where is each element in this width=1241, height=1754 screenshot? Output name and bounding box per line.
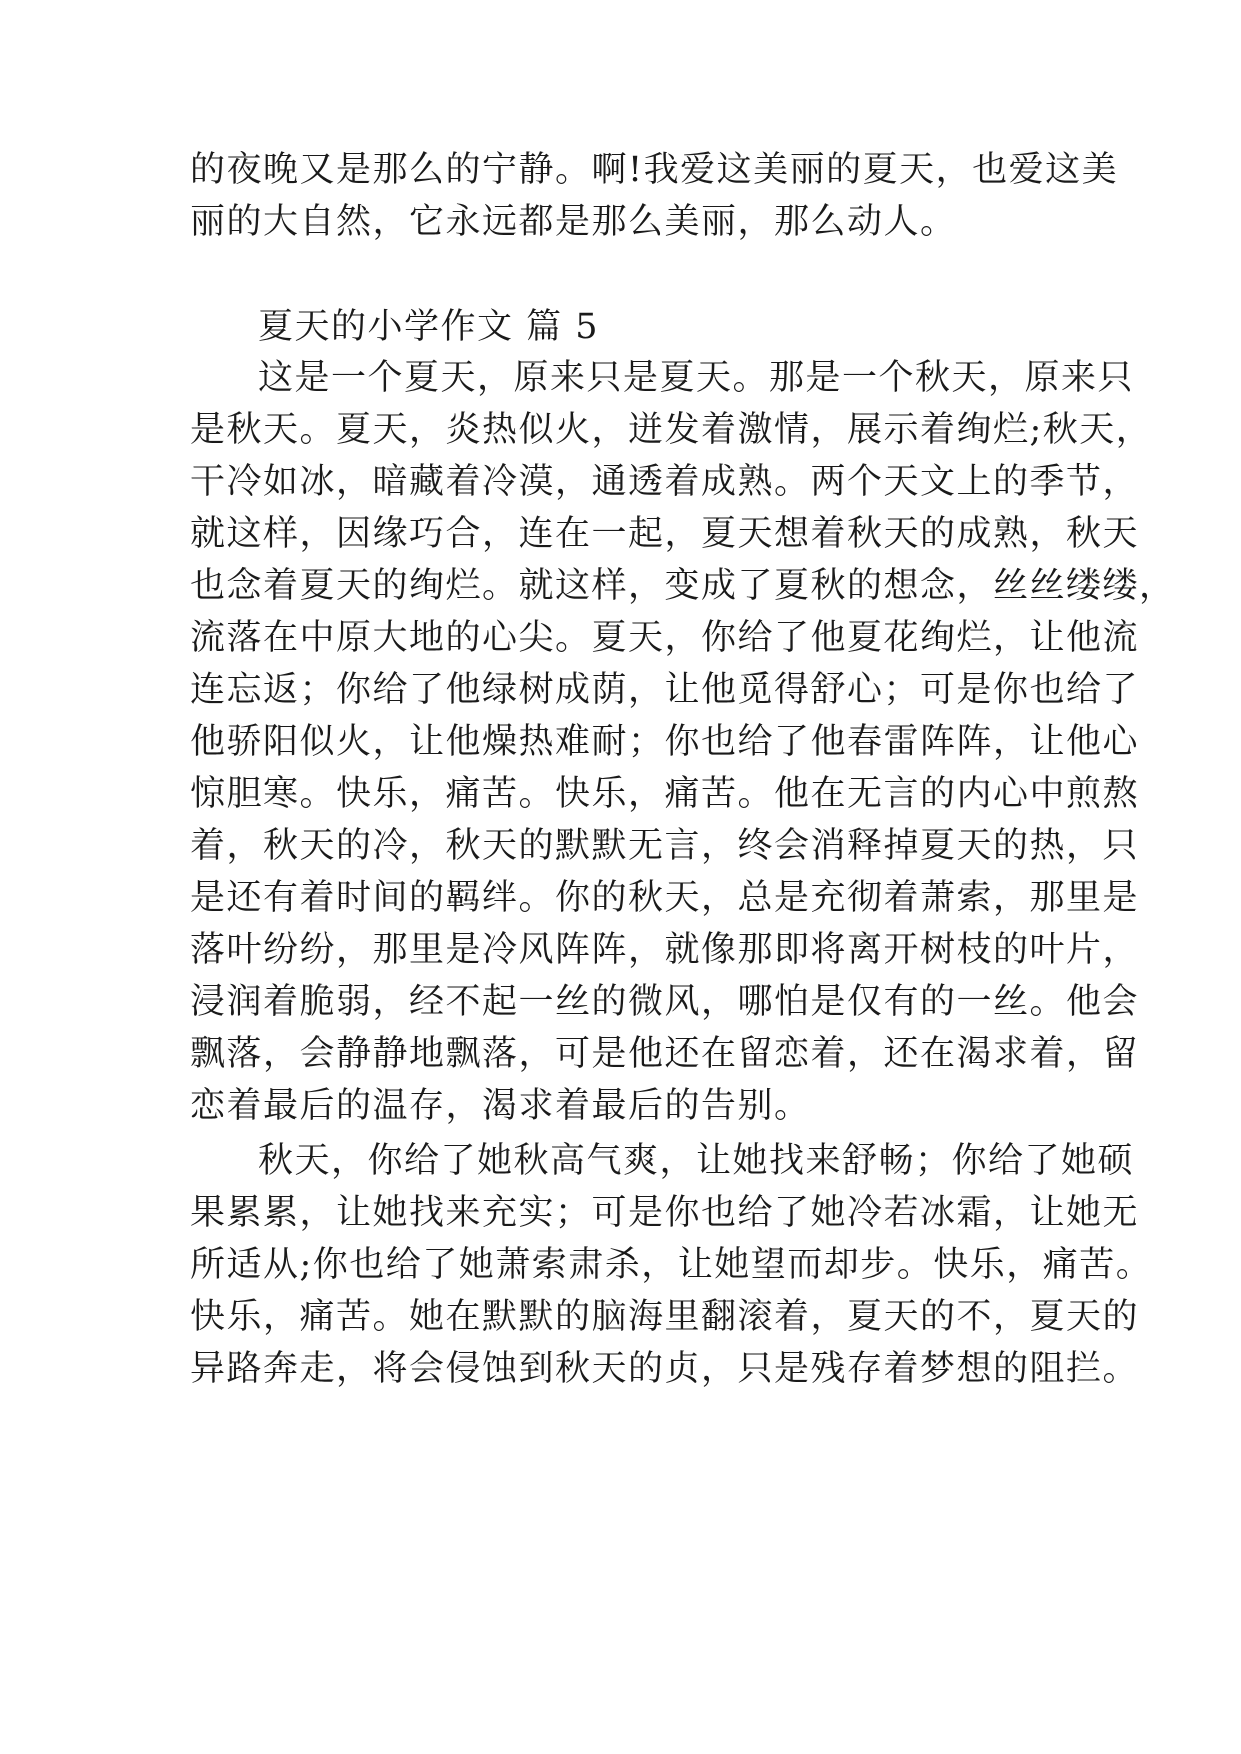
text-line: 他骄阳似火，让他燥热难耐；你也给了他春雷阵阵，让他心 xyxy=(190,722,1140,762)
text-line: 流落在中原大地的心尖。夏天，你给了他夏花绚烂，让他流 xyxy=(190,618,1140,658)
text-line: 惊胆寒。快乐，痛苦。快乐，痛苦。他在无言的内心中煎熬 xyxy=(190,774,1140,814)
text-line: 着，秋天的冷，秋天的默默无言，终会消释掉夏天的热，只 xyxy=(190,826,1140,866)
text-line: 这是一个夏天，原来只是夏天。那是一个秋天，原来只 xyxy=(258,358,1135,398)
text-line: 干冷如冰，暗藏着冷漠，通透着成熟。两个天文上的季节， xyxy=(190,462,1140,502)
text-line: 是秋天。夏天，炎热似火，迸发着激情，展示着绚烂;秋天， xyxy=(190,410,1153,450)
text-line: 是还有着时间的羁绊。你的秋天，总是充彻着萧索，那里是 xyxy=(190,878,1140,918)
text-line: 的夜晚又是那么的宁静。啊!我爱这美丽的夏天，也爱这美 xyxy=(190,150,1119,190)
text-line: 落叶纷纷，那里是冷风阵阵，就像那即将离开树枝的叶片， xyxy=(190,930,1140,970)
text-line: 快乐，痛苦。她在默默的脑海里翻滚着，夏天的不，夏天的 xyxy=(190,1297,1140,1337)
text-line: 飘落，会静静地飘落，可是他还在留恋着，还在渴求着，留 xyxy=(190,1034,1140,1074)
text-line: 秋天，你给了她秋高气爽，让她找来舒畅；你给了她硕 xyxy=(258,1141,1135,1181)
text-line: 恋着最后的温存，渴求着最后的告别。 xyxy=(190,1086,811,1126)
text-line: 也念着夏天的绚烂。就这样，变成了夏秋的想念，丝丝缕缕， xyxy=(190,566,1176,606)
section-title: 夏天的小学作文 篇 5 xyxy=(258,307,600,347)
text-line: 果累累，让她找来充实；可是你也给了她冷若冰霜，让她无 xyxy=(190,1193,1140,1233)
text-line: 浸润着脆弱，经不起一丝的微风，哪怕是仅有的一丝。他会 xyxy=(190,982,1140,1022)
text-line: 异路奔走，将会侵蚀到秋天的贞，只是残存着梦想的阻拦。 xyxy=(190,1349,1140,1389)
text-line: 丽的大自然，它永远都是那么美丽，那么动人。 xyxy=(190,202,957,242)
text-line: 就这样，因缘巧合，连在一起，夏天想着秋天的成熟，秋天 xyxy=(190,514,1140,554)
text-line: 连忘返；你给了他绿树成荫，让他觅得舒心；可是你也给了 xyxy=(190,670,1140,710)
text-line: 所适从;你也给了她萧索肃杀，让她望而却步。快乐，痛苦。 xyxy=(190,1245,1153,1285)
